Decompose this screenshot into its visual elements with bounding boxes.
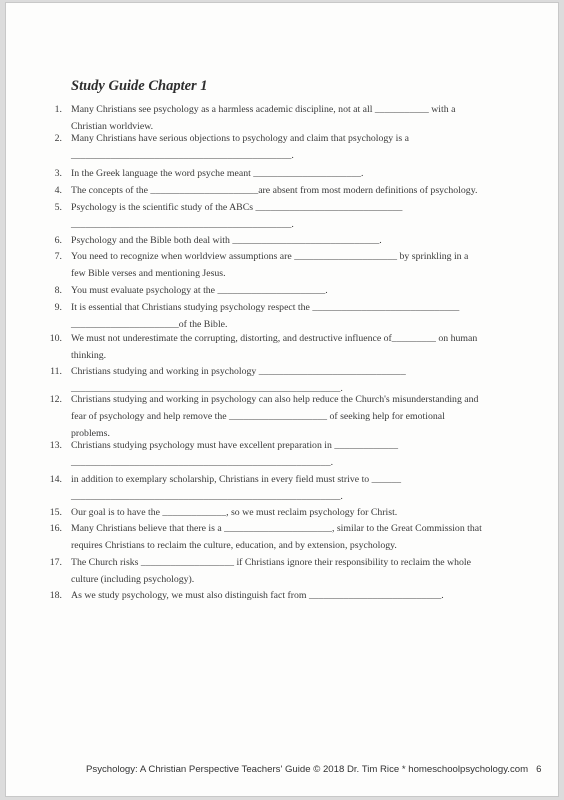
question-line: Christians studying and working in psychology ______________________________ xyxy=(71,366,406,377)
question-text xyxy=(71,232,531,249)
question-number: 4. xyxy=(54,185,62,196)
question-line: As we study psychology, we must also distinguish fact from ___________________________. xyxy=(71,590,444,601)
question-line: Psychology is the scientific study of the ABCs ______________________________ xyxy=(71,202,403,213)
question-number: 2. xyxy=(54,133,62,144)
question-text xyxy=(71,587,531,604)
question-number: 1. xyxy=(54,104,62,115)
question-line: Christians studying psychology must have excellent preparation in _____________ xyxy=(71,440,399,451)
question-text xyxy=(71,165,531,182)
question-line: Christian worldview. xyxy=(71,121,154,132)
question-line: thinking. xyxy=(71,350,107,361)
question-text xyxy=(71,282,531,299)
question-line: Many Christians see psychology as a harmless academic discipline, not at all ___________ with a xyxy=(71,104,456,115)
question-line: Psychology and the Bible both deal with ______________________________. xyxy=(71,235,382,246)
question-number: 11. xyxy=(50,366,62,377)
question-text xyxy=(71,520,531,554)
question-number: 10. xyxy=(49,333,62,344)
question-line: _____________________________________________________. xyxy=(71,457,334,468)
question-line: Our goal is to have the _____________, so we must reclaim psychology for Christ. xyxy=(71,507,398,518)
question-line: few Bible verses and mentioning Jesus. xyxy=(71,268,226,279)
question-text xyxy=(71,471,531,505)
question-number: 3. xyxy=(54,168,62,179)
question-number: 18. xyxy=(49,590,62,601)
question-line: in addition to exemplary scholarship, Christians in every field must strive to ______ xyxy=(71,474,402,485)
page-footer xyxy=(86,764,541,775)
question-line: Christians studying and working in psychology can also help reduce the Church's misunderstanding and xyxy=(71,394,479,405)
question-line: _____________________________________________. xyxy=(71,219,294,230)
question-text xyxy=(71,437,531,471)
worksheet-page xyxy=(6,3,558,796)
footer-text: Psychology: A Christian Perspective Teachers' Guide © 2018 Dr. Tim Rice * homeschoolpsychology.com xyxy=(86,764,529,775)
question-line: In the Greek language the word psyche meant ______________________. xyxy=(71,168,364,179)
question-line: Many Christians have serious objections to psychology and claim that psychology is a xyxy=(71,133,409,144)
question-line: The concepts of the ______________________are absent from most modern definitions of psychology. xyxy=(71,185,478,196)
question-number: 15. xyxy=(49,507,62,518)
question-line: culture (including psychology). xyxy=(71,574,195,585)
question-number: 9. xyxy=(54,302,62,313)
question-number: 16. xyxy=(49,523,62,534)
question-line: Many Christians believe that there is a ______________________, similar to the Great Commission that xyxy=(71,523,482,534)
page-title: Study Guide Chapter 1 xyxy=(71,78,208,94)
question-line: ______________________of the Bible. xyxy=(71,319,228,330)
question-line: requires Christians to reclaim the culture, education, and by extension, psychology. xyxy=(71,540,397,551)
question-number: 13. xyxy=(49,440,62,451)
question-number: 5. xyxy=(54,202,62,213)
question-text xyxy=(71,554,531,588)
question-line: _______________________________________________________. xyxy=(71,491,343,502)
question-text xyxy=(71,330,531,364)
question-text xyxy=(71,182,531,199)
question-line: We must not underestimate the corrupting, distorting, and destructive influence of_________ on human xyxy=(71,333,478,344)
question-line: You must evaluate psychology at the ______________________. xyxy=(71,285,328,296)
question-number: 17. xyxy=(49,557,62,568)
question-line: The Church risks ___________________ if Christians ignore their responsibility to reclaim the whole xyxy=(71,557,471,568)
question-number: 12. xyxy=(49,394,62,405)
question-line: You need to recognize when worldview assumptions are _____________________ by sprinkling in a xyxy=(71,251,469,262)
page-number: 6 xyxy=(536,764,542,775)
question-text xyxy=(71,199,531,233)
question-line: _____________________________________________. xyxy=(71,150,294,161)
question-text xyxy=(71,504,531,521)
question-text xyxy=(71,248,531,282)
question-text xyxy=(71,299,531,333)
question-number: 7. xyxy=(54,251,62,262)
question-line: _______________________________________________________. xyxy=(71,383,343,394)
question-line: fear of psychology and help remove the ____________________ of seeking help for emotional xyxy=(71,411,445,422)
question-text xyxy=(71,130,531,164)
question-number: 14. xyxy=(49,474,62,485)
question-line: problems. xyxy=(71,428,110,439)
question-text xyxy=(71,391,531,442)
question-number: 6. xyxy=(54,235,62,246)
question-line: It is essential that Christians studying psychology respect the ______________________________ xyxy=(71,302,460,313)
question-number: 8. xyxy=(54,285,62,296)
